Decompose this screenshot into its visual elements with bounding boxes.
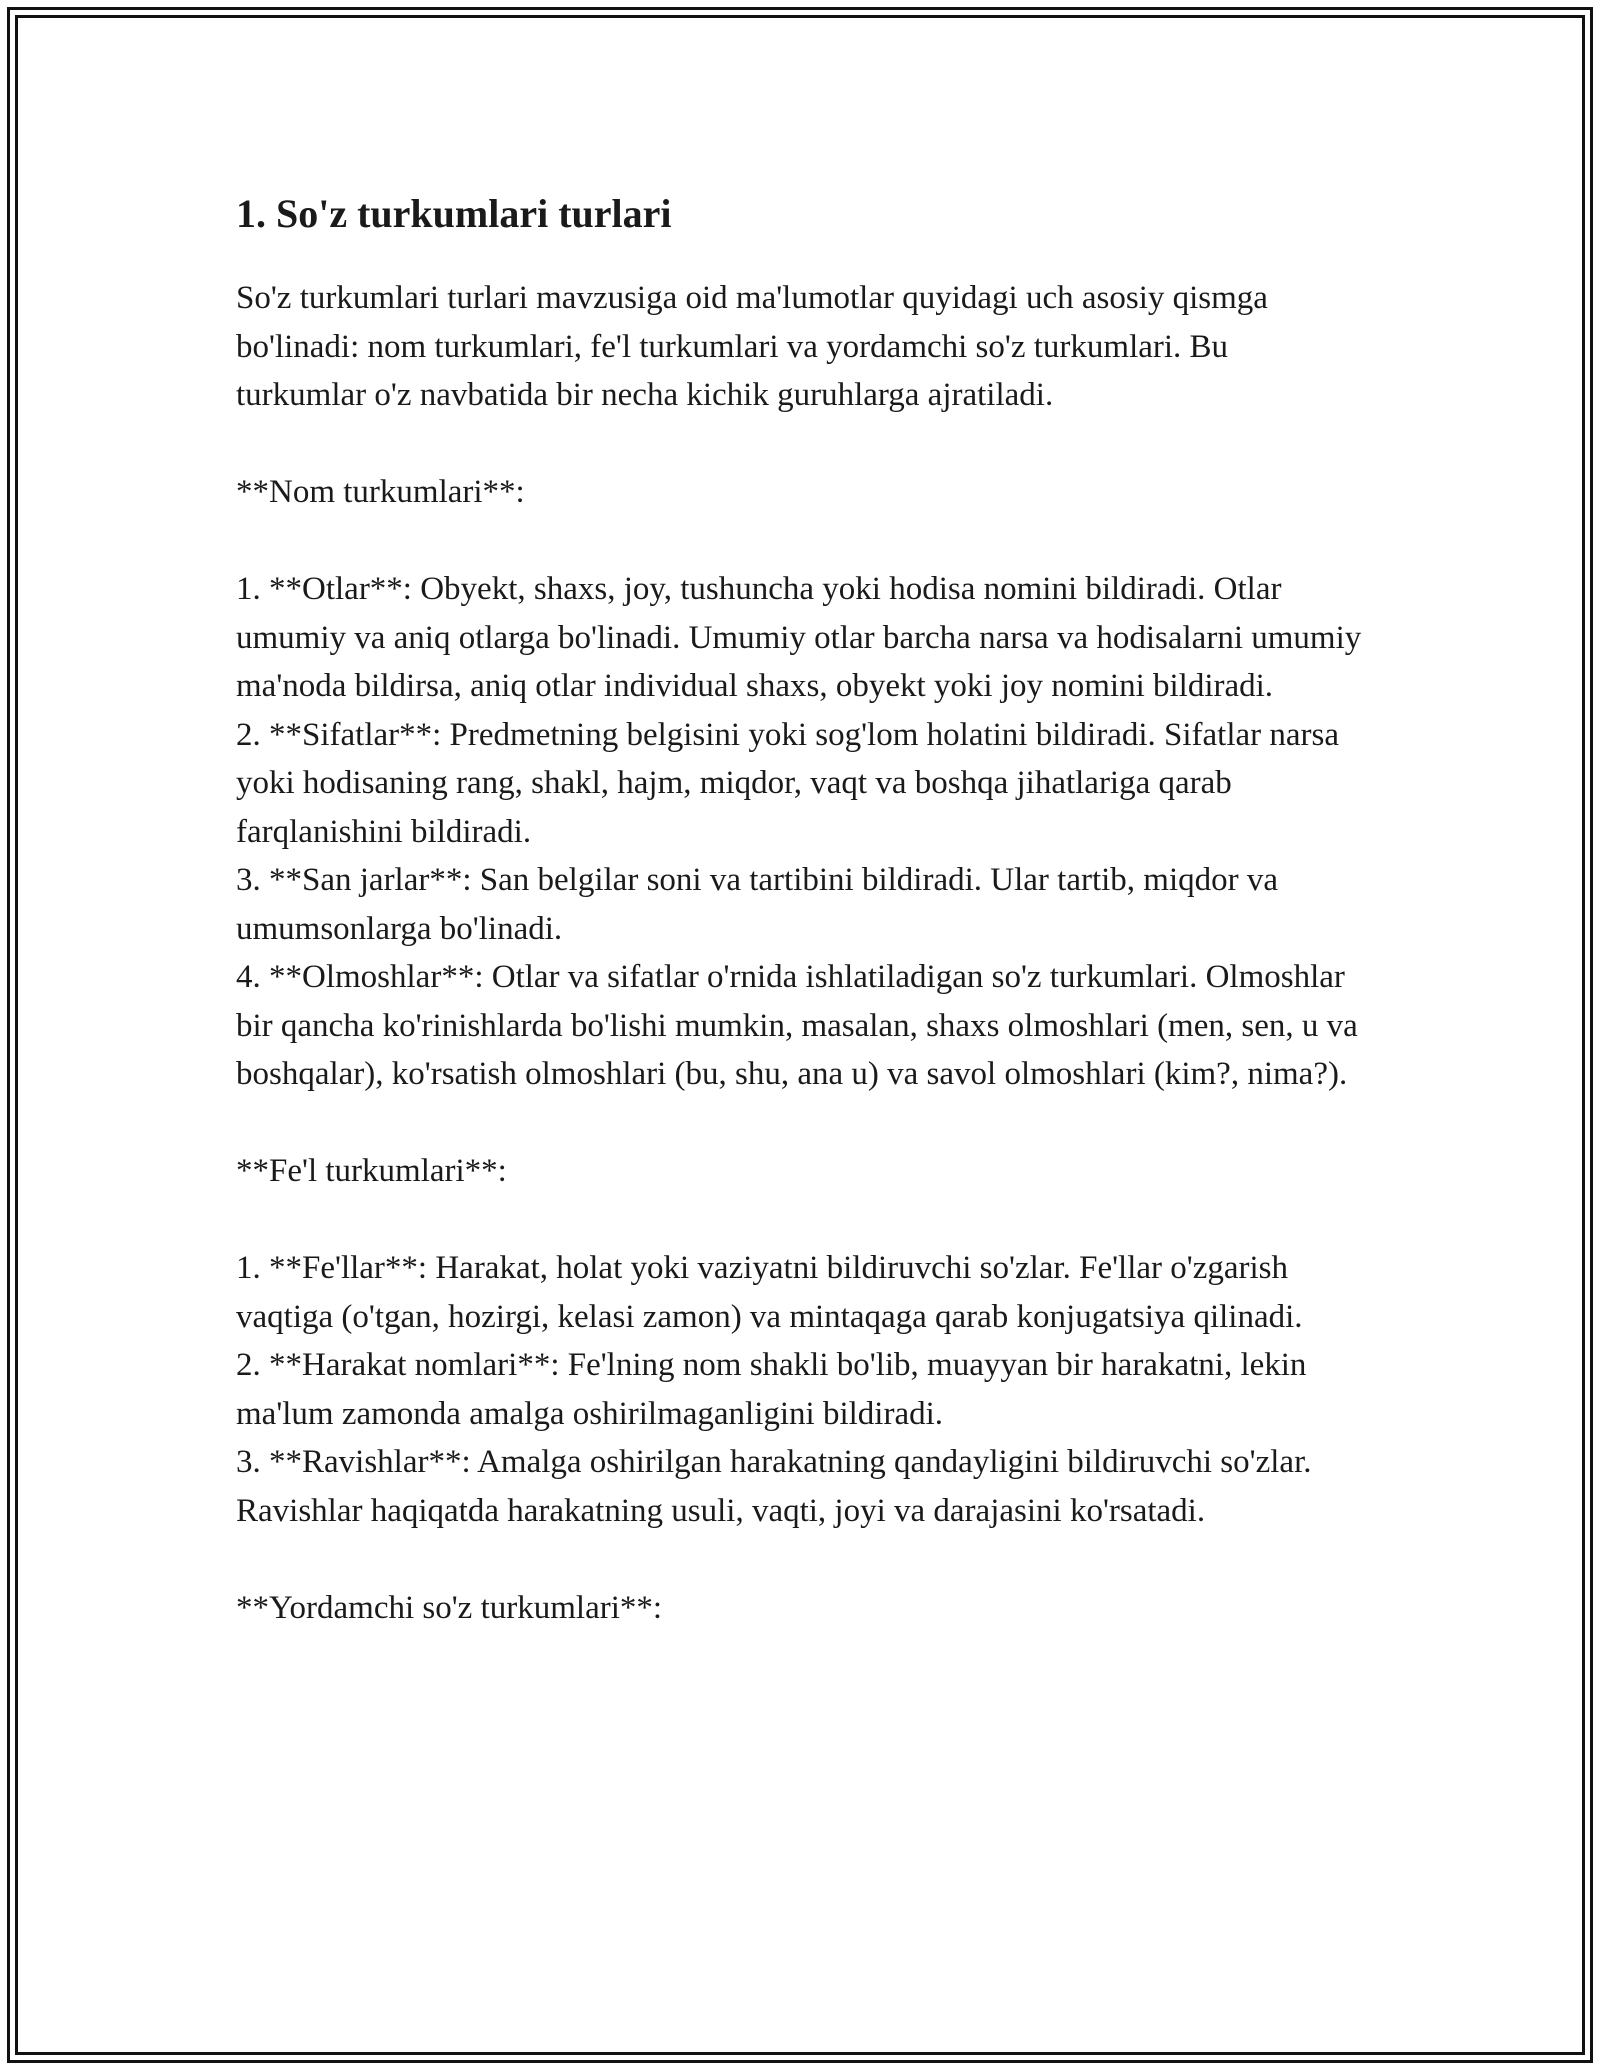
list-item-san-jarlar: 3. **San jarlar**: San belgilar soni va tartibini bildiradi. Ular tartib, miqdor va umumsonlarga bo'linadi. <box>236 862 1279 947</box>
section-heading-yordamchi: **Yordamchi so'z turkumlari**: <box>236 1589 663 1626</box>
list-item-ravishlar: 3. **Ravishlar**: Amalga oshirilgan harakatning qandayligini bildiruvchi so'zlar. Ravishlar haqiqatda harakatning usuli, vaqti, joyi va darajasini ko'rsatadi. <box>236 1444 1312 1529</box>
list-item-fellar: 1. **Fe'llar**: Harakat, holat yoki vaziyatni bildiruvchi so'zlar. Fe'llar o'zgarish vaqtiga (o'tgan, hozirgi, kelasi zamon) va mintaqaga qarab konjugatsiya qilinadi. <box>236 1250 1303 1335</box>
section-heading-nom: **Nom turkumlari**: <box>236 474 525 510</box>
document-body <box>236 186 1366 1632</box>
spacer <box>236 242 1366 274</box>
section-heading-fel: **Fe'l turkumlari**: <box>236 1153 507 1189</box>
spacer <box>236 420 1366 469</box>
list-item-sifatlar: 2. **Sifatlar**: Predmetning belgisini yoki sog'lom holatini bildiradi. Sifatlar narsa yoki hodisaning rang, shakl, hajm, miqdor, vaqt va boshqa jihatlariga qarab farqlanishini bildiradi. <box>236 716 1340 850</box>
list-item-harakat-nomlari: 2. **Harakat nomlari**: Fe'lning nom shakli bo'lib, muayyan bir harakatni, lekin ma'lum zamonda amalga oshirilmaganligini bildiradi. <box>236 1347 1307 1432</box>
document-title: 1. So'z turkumlari turlari <box>236 191 672 236</box>
spacer <box>236 1535 1366 1584</box>
list-item-otlar: 1. **Otlar**: Obyekt, shaxs, joy, tushuncha yoki hodisa nomini bildiradi. Otlar umumiy va aniq otlarga bo'linadi. Umumiy otlar barcha narsa va hodisalarni umumiy ma'noda bildirsa, aniq otlar individual shaxs, obyekt yoki joy nomini bildiradi. <box>236 571 1362 704</box>
intro-paragraph: So'z turkumlari turlari mavzusiga oid ma'lumotlar quyidagi uch asosiy qismga bo'linadi: nom turkumlari, fe'l turkumlari va yordamchi so'z turkumlari. Bu turkumlar o'z navbatida bir necha kichik guruhlarga ajratiladi. <box>236 280 1268 413</box>
spacer <box>236 517 1366 566</box>
spacer <box>236 1099 1366 1148</box>
list-item-olmoshlar: 4. **Olmoshlar**: Otlar va sifatlar o'rnida ishlatiladigan so'z turkumlari. Olmoshlar bir qancha ko'rinishlarda bo'lishi mumkin, masalan, shaxs olmoshlari (men, sen, u va boshqalar), ko'rsatish olmoshlari (bu, shu, ana u) va savol olmoshlari (kim?, nima?). <box>236 959 1358 1092</box>
spacer <box>236 1196 1366 1245</box>
